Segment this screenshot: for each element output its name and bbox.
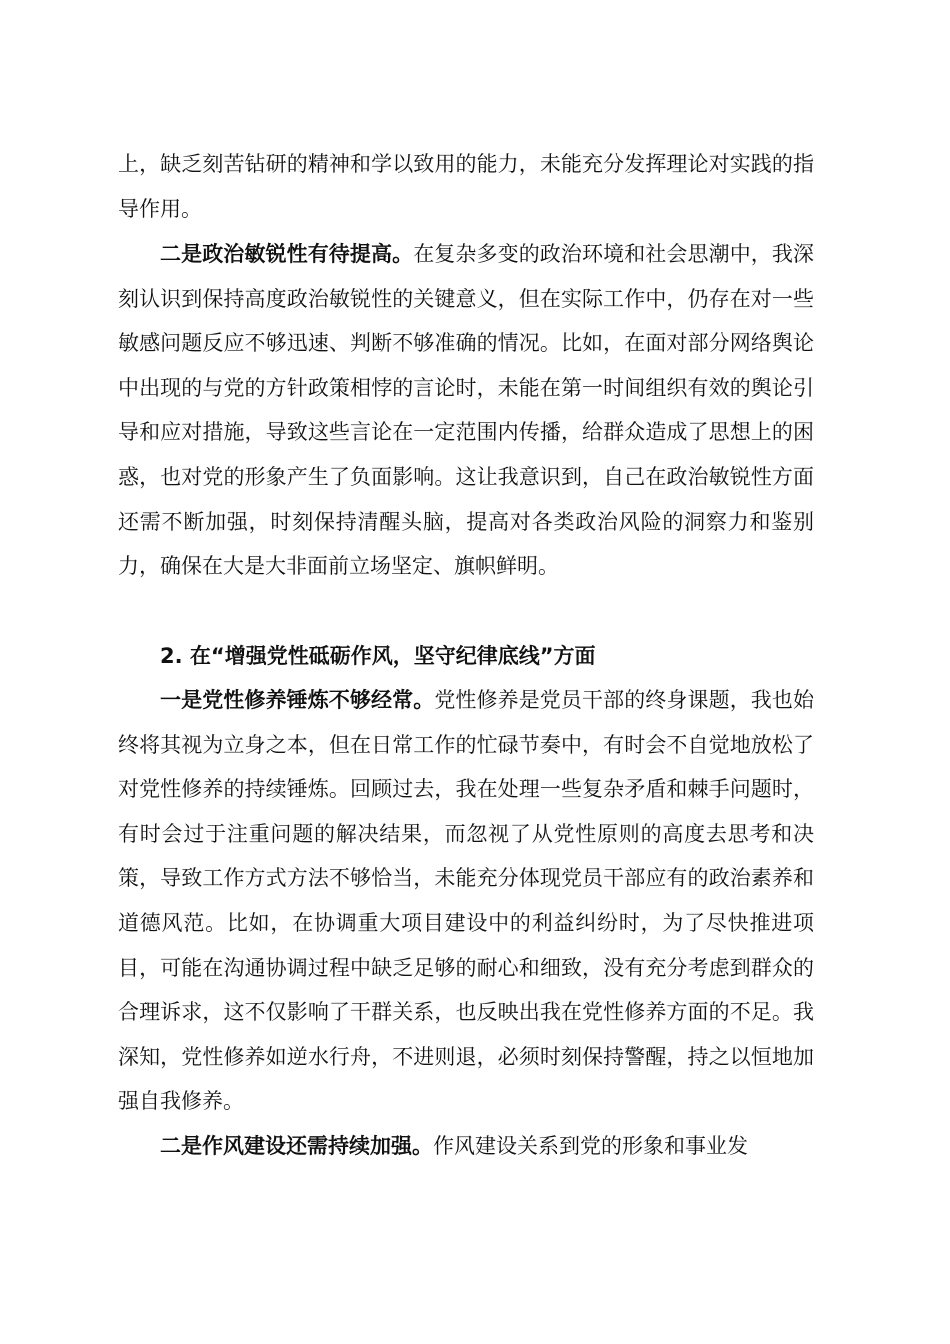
paragraph-body: 在复杂多变的政治环境和社会思潮中，我深刻认识到保持高度政治敏锐性的关键意义，但在实际工作中，仍存在对一些敏感问题反应不够迅速、判断不够准确的情况。比如，在面对部分网络舆论中出现的与党的方针政策相悖的言论时，未能在第一时间组织有效的舆论引导和应对措施，导致这些言论在一定范围内传播，给群众造成了思想上的困惑，也对党的形象产生了负面影响。这让我意识到，自己在政治敏锐性方面还需不断加强，时刻保持清醒头脑，提高对各类政治风险的洞察力和鉴别力，确保在大是大非面前立场坚定、旗帜鲜明。 [118,242,815,579]
section-heading-text: 2. 在“增强党性砥砺作风，坚守纪律底线”方面 [160,644,596,668]
paragraph-work-style [118,1124,814,1169]
paragraph-lead-bold: 二是作风建设还需持续加强。 [160,1134,433,1158]
paragraph-political-sensitivity [118,232,814,589]
section-heading [118,634,814,679]
paragraph-body: 作风建设关系到党的形象和事业发 [433,1134,748,1158]
paragraph-party-spirit [118,678,814,1124]
paragraph-lead-bold: 二是政治敏锐性有待提高。 [160,242,414,266]
paragraph-text: 上，缺乏刻苦钻研的精神和学以致用的能力，未能充分发挥理论对实践的指导作用。 [118,152,814,221]
paragraph-body: 党性修养是党员干部的终身课题，我也始终将其视为立身之本，但在日常工作的忙碌节奏中，有时会不自觉地放松了对党性修养的持续锤炼。回顾过去，我在处理一些复杂矛盾和棘手问题时，有时会过于注重问题的解决结果，而忽视了从党性原则的高度去思考和决策，导致工作方式方法不够恰当，未能充分体现党员干部应有的政治素养和道德风范。比如，在协调重大项目建设中的利益纠纷时，为了尽快推进项目，可能在沟通协调过程中缺乏足够的耐心和细致，没有充分考虑到群众的合理诉求，这不仅影响了干群关系，也反映出我在党性修养方面的不足。我深知，党性修养如逆水行舟，不进则退，必须时刻保持警醒，持之以恒地加强自我修养。 [118,688,815,1114]
paragraph-continuation [118,142,814,231]
paragraph-lead-bold: 一是党性修养锤炼不够经常。 [160,688,435,712]
